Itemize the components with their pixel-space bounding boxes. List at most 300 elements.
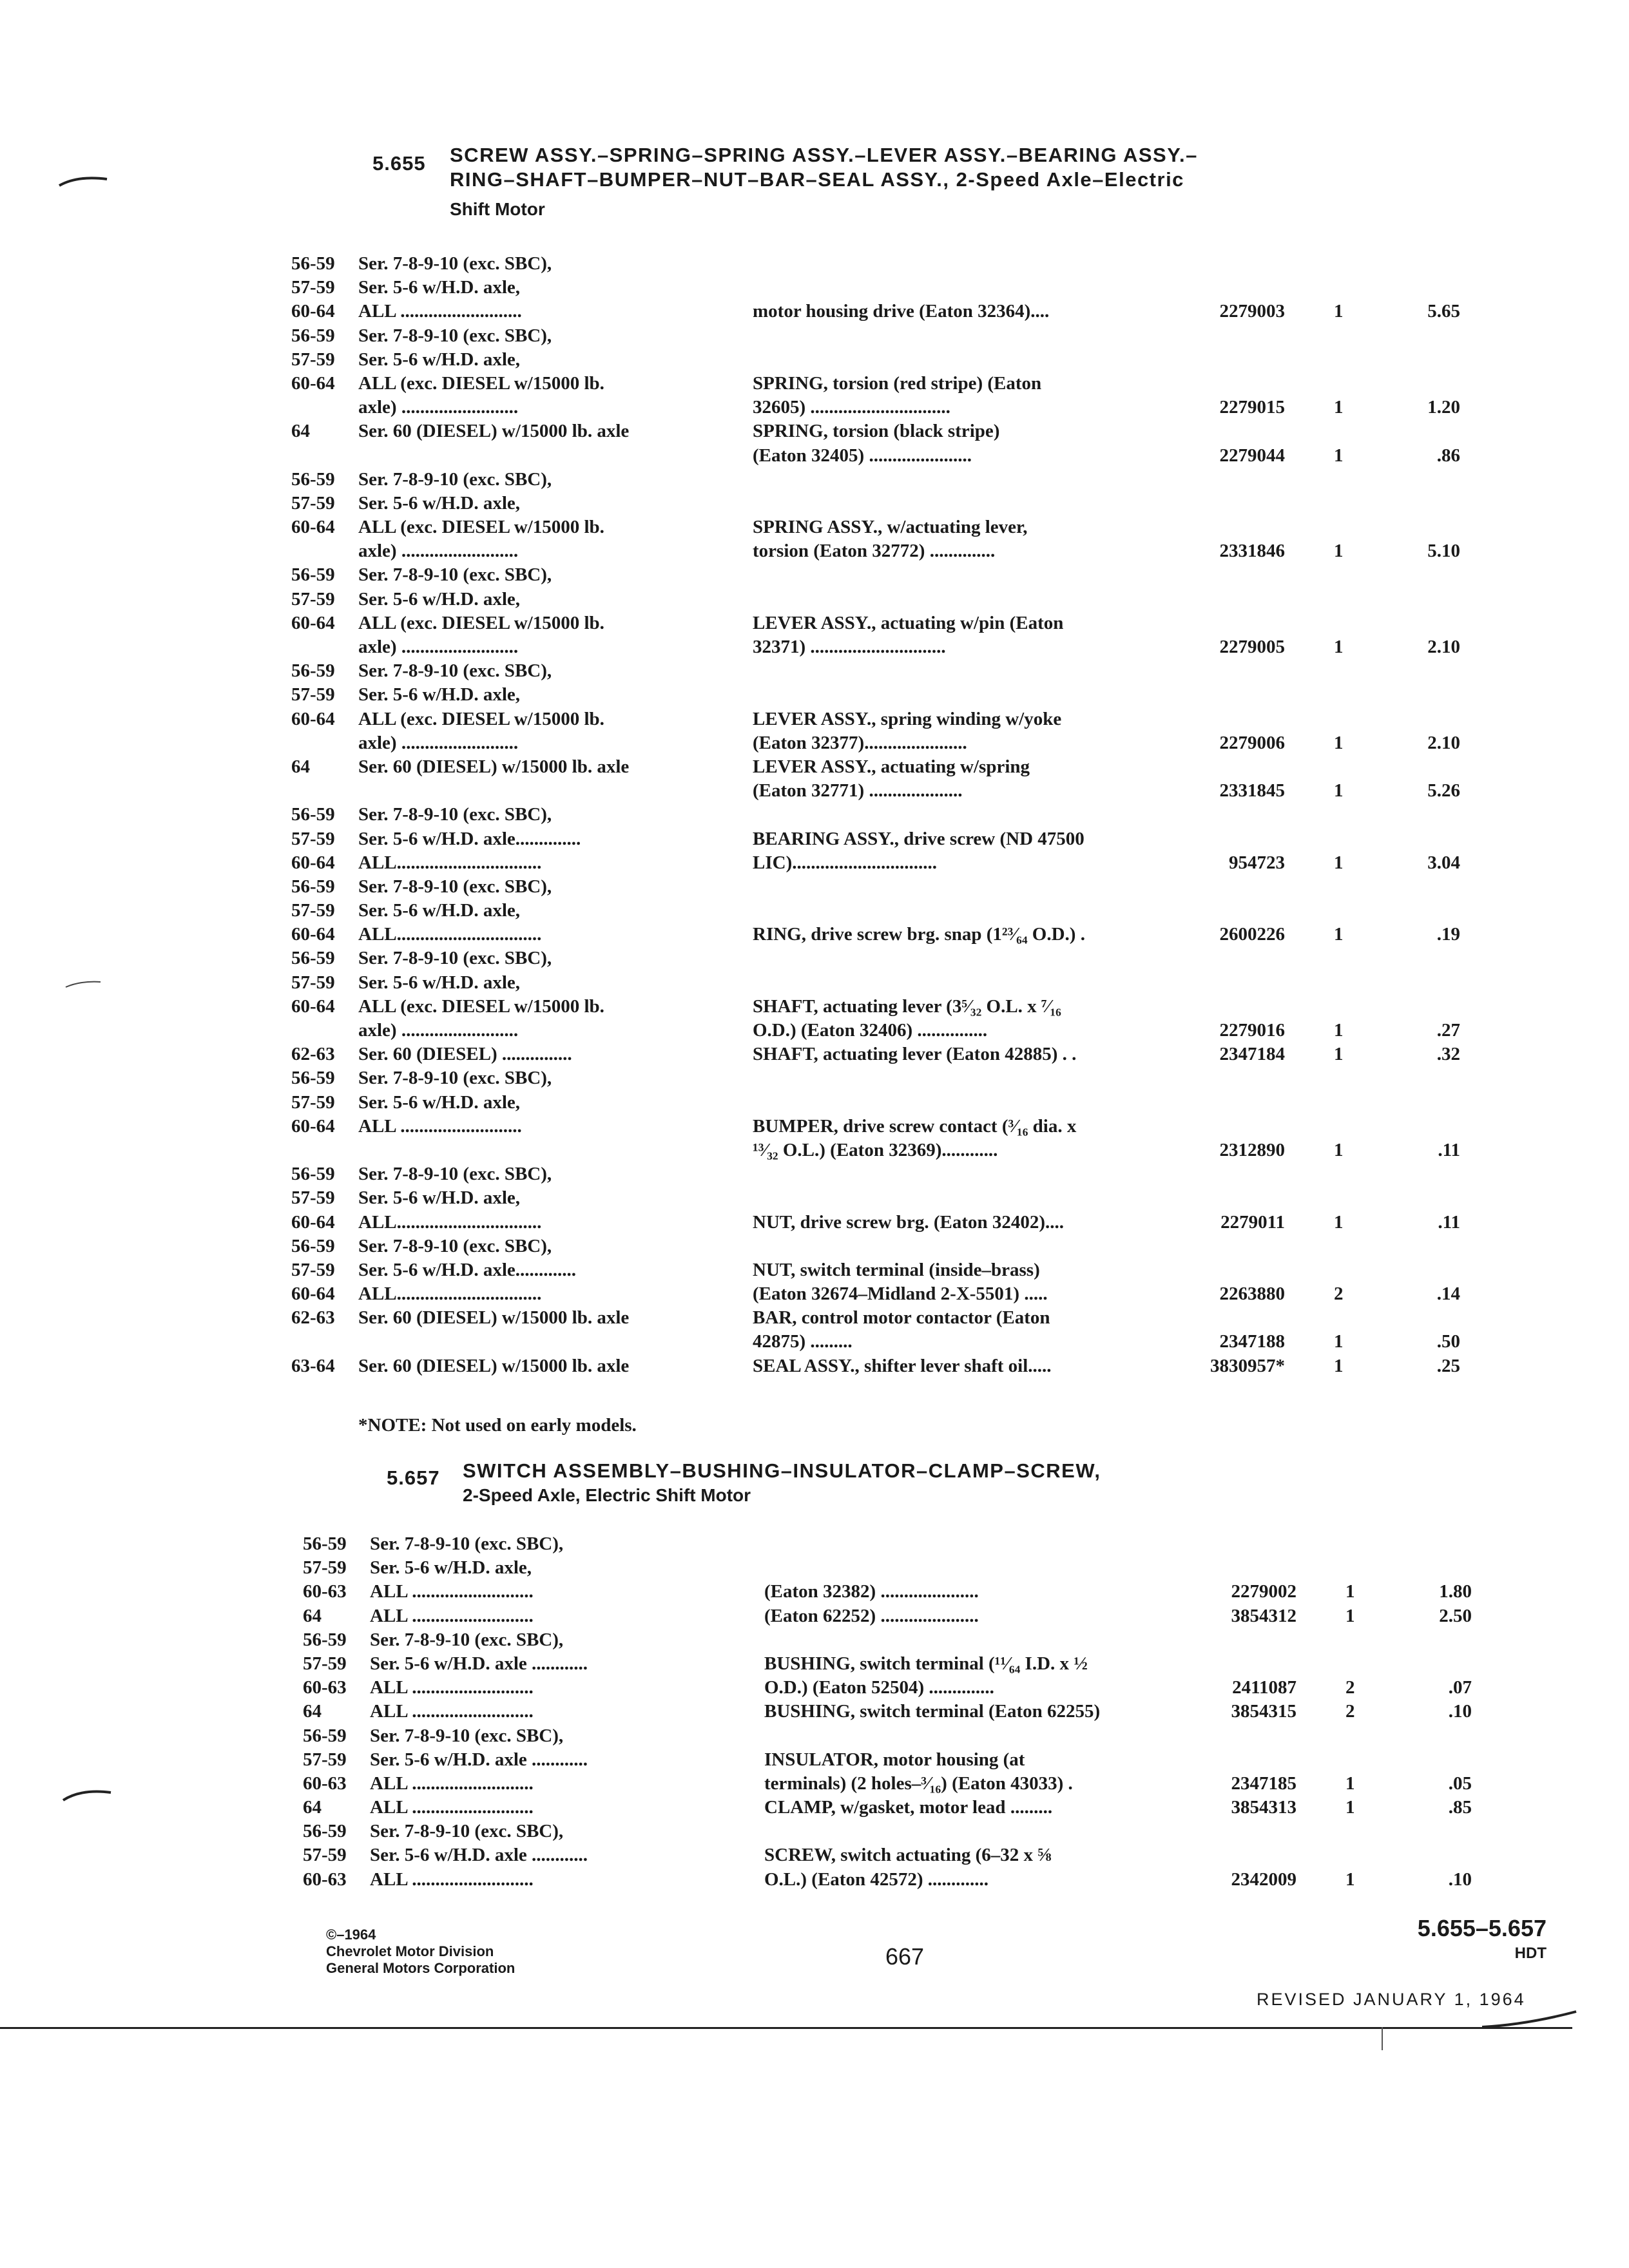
year-range: 57-59 xyxy=(291,900,335,921)
series-applicability: ALL (exc. DIESEL w/15000 lb. xyxy=(358,372,604,394)
table-row xyxy=(291,1116,1629,1140)
division-name: Chevrolet Motor Division xyxy=(326,1943,494,1959)
table-row xyxy=(291,421,1629,445)
series-applicability: Ser. 5-6 w/H.D. axle, xyxy=(358,349,521,370)
part-number: 3830957* xyxy=(1210,1355,1285,1376)
price: .32 xyxy=(1436,1044,1460,1065)
part-description: terminals) (2 holes–³⁄₁₆) (Eaton 43033) . xyxy=(764,1773,1073,1794)
year-range: 60-64 xyxy=(291,1211,335,1233)
price: 1.80 xyxy=(1439,1581,1472,1602)
part-description: (Eaton 32382) ..................... xyxy=(764,1581,979,1602)
series-applicability: Ser. 7-8-9-10 (exc. SBC), xyxy=(358,253,552,274)
table-row xyxy=(291,684,1629,708)
part-number: 2347184 xyxy=(1219,1044,1285,1065)
quantity: 1 xyxy=(1345,1797,1355,1818)
year-range: 56-59 xyxy=(291,1235,335,1256)
year-range: 60-63 xyxy=(303,1773,347,1794)
quantity: 1 xyxy=(1334,1211,1344,1233)
series-applicability: Ser. 5-6 w/H.D. axle, xyxy=(358,972,521,993)
year-range: 57-59 xyxy=(291,588,335,610)
part-description: NUT, drive screw brg. (Eaton 32402).... xyxy=(753,1211,1065,1233)
table-row xyxy=(291,924,1629,948)
year-range: 56-59 xyxy=(291,325,335,346)
part-number: 2279003 xyxy=(1219,301,1285,322)
year-range: 56-59 xyxy=(291,1164,335,1185)
part-description: O.D.) (Eaton 52504) .............. xyxy=(764,1677,994,1698)
section-number: 5.655 xyxy=(372,152,426,175)
series-applicability: Ser. 7-8-9-10 (exc. SBC), xyxy=(370,1629,564,1650)
year-range: 60-63 xyxy=(303,1677,347,1698)
table-row xyxy=(291,589,1629,613)
part-description: LIC)............................... xyxy=(753,852,937,873)
table-row xyxy=(291,517,1629,541)
part-description: (Eaton 32377)...................... xyxy=(753,732,967,753)
part-description: torsion (Eaton 32772) .............. xyxy=(753,541,996,562)
part-description: SHAFT, actuating lever (3⁵⁄₃₂ O.L. x ⁷⁄₁₆ xyxy=(753,995,1061,1017)
part-description: LEVER ASSY., spring winding w/yoke xyxy=(753,708,1062,729)
table-row xyxy=(303,1869,1629,1893)
series-applicability: Ser. 5-6 w/H.D. axle, xyxy=(358,588,521,610)
price: .25 xyxy=(1436,1355,1460,1376)
table-row xyxy=(303,1773,1629,1797)
table-row xyxy=(291,1187,1629,1211)
series-applicability: Ser. 7-8-9-10 (exc. SBC), xyxy=(358,1235,552,1256)
quantity: 1 xyxy=(1334,1355,1344,1376)
table-row xyxy=(291,1260,1629,1283)
part-number: 2279011 xyxy=(1220,1211,1285,1233)
table-row xyxy=(303,1557,1629,1581)
part-description: LEVER ASSY., actuating w/spring xyxy=(753,756,1030,777)
year-range: 57-59 xyxy=(291,277,335,298)
part-number: 3854313 xyxy=(1231,1797,1296,1818)
price: 3.04 xyxy=(1427,852,1460,873)
year-range: 57-59 xyxy=(303,1557,347,1579)
series-applicability: axle) ......................... xyxy=(358,637,519,657)
quantity: 1 xyxy=(1334,732,1344,753)
series-applicability: ALL (exc. DIESEL w/15000 lb. xyxy=(358,708,604,729)
quantity: 1 xyxy=(1334,397,1344,418)
series-applicability: Ser. 5-6 w/H.D. axle............. xyxy=(358,1259,577,1280)
part-description: SPRING, torsion (red stripe) (Eaton xyxy=(753,372,1042,394)
table-row xyxy=(291,325,1629,349)
series-applicability: Ser. 7-8-9-10 (exc. SBC), xyxy=(358,468,552,490)
year-range: 62-63 xyxy=(291,1044,335,1065)
series-applicability: axle) ......................... xyxy=(358,1020,519,1041)
series-applicability: Ser. 7-8-9-10 (exc. SBC), xyxy=(370,1533,564,1554)
quantity: 1 xyxy=(1334,852,1344,873)
table-row xyxy=(291,397,1629,421)
quantity: 1 xyxy=(1334,637,1344,657)
part-number: 2331845 xyxy=(1219,780,1285,802)
table-row xyxy=(291,469,1629,493)
year-range: 57-59 xyxy=(291,828,335,849)
section-code: HDT xyxy=(1514,1945,1547,1962)
publisher-block xyxy=(326,1927,515,1977)
quantity: 1 xyxy=(1345,1869,1355,1890)
part-description: BEARING ASSY., drive screw (ND 47500 xyxy=(753,828,1084,849)
part-description: BUMPER, drive screw contact (³⁄₁₆ dia. x xyxy=(753,1115,1077,1137)
part-number: 2411087 xyxy=(1232,1677,1296,1698)
table-row xyxy=(291,373,1629,397)
year-range: 60-64 xyxy=(291,852,335,873)
year-range: 57-59 xyxy=(291,1187,335,1209)
footer-rule xyxy=(0,2027,1572,2029)
series-applicability: Ser. 7-8-9-10 (exc. SBC), xyxy=(358,804,552,825)
part-description: motor housing drive (Eaton 32364).... xyxy=(753,301,1050,322)
series-applicability: ALL (exc. DIESEL w/15000 lb. xyxy=(358,612,604,633)
series-applicability: Ser. 7-8-9-10 (exc. SBC), xyxy=(358,660,552,682)
price: 2.50 xyxy=(1439,1605,1472,1626)
scan-mark-left-2 xyxy=(64,978,103,991)
year-range: 60-64 xyxy=(291,1283,335,1305)
table-row xyxy=(291,756,1629,780)
year-range: 56-59 xyxy=(291,253,335,274)
series-applicability: Ser. 5-6 w/H.D. axle, xyxy=(358,277,521,298)
year-range: 60-63 xyxy=(303,1869,347,1890)
part-description: 32371) ............................. xyxy=(753,637,946,657)
quantity: 1 xyxy=(1334,1139,1344,1160)
table-row xyxy=(303,1701,1629,1725)
series-applicability: Ser. 5-6 w/H.D. axle, xyxy=(358,684,521,706)
series-applicability: ALL .......................... xyxy=(370,1773,534,1794)
series-applicability: Ser. 5-6 w/H.D. axle, xyxy=(358,900,521,921)
section-title-line-2: RING–SHAFT–BUMPER–NUT–BAR–SEAL ASSY., 2-Speed Axle–Electric xyxy=(450,168,1184,191)
price: .19 xyxy=(1436,924,1460,945)
series-applicability: Ser. 60 (DIESEL) w/15000 lb. axle xyxy=(358,1307,630,1329)
price: .10 xyxy=(1448,1869,1472,1890)
table-row xyxy=(291,996,1629,1020)
part-description: 42875) ......... xyxy=(753,1331,853,1352)
table-row xyxy=(291,301,1629,325)
table-row xyxy=(291,1068,1629,1091)
parts-list-5655 xyxy=(291,253,1629,1379)
section-range: 5.655–5.657 xyxy=(1417,1915,1547,1941)
table-row xyxy=(303,1749,1629,1773)
price: .85 xyxy=(1448,1797,1472,1818)
year-range: 57-59 xyxy=(303,1845,347,1866)
part-number: 2279015 xyxy=(1219,397,1285,418)
series-applicability: ALL .......................... xyxy=(370,1677,534,1698)
year-range: 56-59 xyxy=(303,1533,347,1554)
year-range: 56-59 xyxy=(291,468,335,490)
part-number: 2347188 xyxy=(1219,1331,1285,1352)
quantity: 1 xyxy=(1334,924,1344,945)
series-applicability: ALL .......................... xyxy=(370,1869,534,1890)
quantity: 1 xyxy=(1345,1773,1355,1794)
section-title-line-1: SCREW ASSY.–SPRING–SPRING ASSY.–LEVER ASSY.–BEARING ASSY.– xyxy=(450,144,1198,166)
corporation-name: General Motors Corporation xyxy=(326,1960,516,1976)
table-row xyxy=(303,1725,1629,1749)
parts-list-5657 xyxy=(303,1533,1629,1893)
series-applicability: Ser. 7-8-9-10 (exc. SBC), xyxy=(358,948,552,969)
part-number: 2279016 xyxy=(1219,1020,1285,1041)
scan-mark-left-1 xyxy=(58,171,110,191)
quantity: 1 xyxy=(1334,1331,1344,1352)
series-applicability: axle) ......................... xyxy=(358,397,519,418)
price: .11 xyxy=(1438,1139,1460,1160)
part-number: 2279044 xyxy=(1219,445,1285,466)
part-description: BUSHING, switch terminal (Eaton 62255) xyxy=(764,1701,1101,1722)
year-range: 56-59 xyxy=(291,948,335,969)
table-row xyxy=(291,1044,1629,1068)
table-row xyxy=(303,1653,1629,1677)
part-description: NUT, switch terminal (inside–brass) xyxy=(753,1259,1040,1280)
year-range: 57-59 xyxy=(291,492,335,514)
part-description: SEAL ASSY., shifter lever shaft oil..... xyxy=(753,1355,1052,1376)
year-range: 57-59 xyxy=(291,972,335,993)
quantity: 1 xyxy=(1345,1605,1355,1626)
rule-flourish xyxy=(1482,2009,1579,2035)
part-number: 2347185 xyxy=(1231,1773,1296,1794)
table-row xyxy=(291,948,1629,972)
table-row xyxy=(291,804,1629,828)
series-applicability: Ser. 5-6 w/H.D. axle, xyxy=(358,1187,521,1209)
series-applicability: Ser. 7-8-9-10 (exc. SBC), xyxy=(358,876,552,897)
table-row xyxy=(303,1821,1629,1845)
table-row xyxy=(291,660,1629,684)
series-applicability: Ser. 7-8-9-10 (exc. SBC), xyxy=(358,1164,552,1185)
year-range: 60-63 xyxy=(303,1581,347,1602)
table-row xyxy=(291,277,1629,301)
year-range: 62-63 xyxy=(291,1307,335,1329)
year-range: 60-64 xyxy=(291,517,335,538)
table-row xyxy=(291,613,1629,637)
table-row xyxy=(291,1283,1629,1307)
section-number: 5.657 xyxy=(387,1466,440,1489)
part-description: RING, drive screw brg. snap (1²³⁄₆₄ O.D.) . xyxy=(753,924,1085,945)
series-applicability: axle) ......................... xyxy=(358,732,519,753)
table-row xyxy=(303,1845,1629,1869)
table-row xyxy=(291,1092,1629,1116)
year-range: 60-64 xyxy=(291,301,335,322)
year-range: 57-59 xyxy=(291,349,335,370)
quantity: 1 xyxy=(1334,301,1344,322)
copyright: ©–1964 xyxy=(326,1927,376,1943)
table-row xyxy=(303,1606,1629,1629)
scan-mark-left-3 xyxy=(62,1785,113,1804)
table-row xyxy=(303,1629,1629,1653)
series-applicability: ALL............................... xyxy=(358,1283,542,1305)
price: .50 xyxy=(1436,1331,1460,1352)
part-description: (Eaton 32405) ...................... xyxy=(753,445,972,466)
quantity: 1 xyxy=(1334,1044,1344,1065)
table-row xyxy=(303,1797,1629,1821)
table-row xyxy=(291,1140,1629,1164)
rule-tick xyxy=(1382,2027,1383,2050)
price: .14 xyxy=(1436,1283,1460,1305)
year-range: 60-64 xyxy=(291,372,335,394)
year-range: 60-64 xyxy=(291,995,335,1017)
series-applicability: Ser. 7-8-9-10 (exc. SBC), xyxy=(358,325,552,346)
series-applicability: ALL............................... xyxy=(358,852,542,873)
price: .27 xyxy=(1436,1020,1460,1041)
year-range: 63-64 xyxy=(291,1355,335,1376)
series-applicability: Ser. 60 (DIESEL) w/15000 lb. axle xyxy=(358,756,630,777)
series-applicability: Ser. 5-6 w/H.D. axle ............ xyxy=(370,1845,588,1866)
series-applicability: ALL .......................... xyxy=(370,1581,534,1602)
part-number: 2279005 xyxy=(1219,637,1285,657)
price: .10 xyxy=(1448,1701,1472,1722)
quantity: 1 xyxy=(1334,1020,1344,1041)
revision-date: REVISED JANUARY 1, 1964 xyxy=(1257,1990,1526,2009)
part-description: SPRING ASSY., w/actuating lever, xyxy=(753,517,1028,538)
series-applicability: Ser. 5-6 w/H.D. axle, xyxy=(370,1557,532,1579)
quantity: 1 xyxy=(1334,780,1344,802)
part-description: 32605) .............................. xyxy=(753,397,950,418)
series-applicability: Ser. 7-8-9-10 (exc. SBC), xyxy=(358,564,552,586)
price: 5.26 xyxy=(1427,780,1460,802)
quantity: 2 xyxy=(1345,1677,1355,1698)
part-number: 2279002 xyxy=(1231,1581,1296,1602)
table-row xyxy=(291,564,1629,588)
series-applicability: ALL (exc. DIESEL w/15000 lb. xyxy=(358,995,604,1017)
series-applicability: Ser. 5-6 w/H.D. axle ............ xyxy=(370,1653,588,1674)
part-number: 2342009 xyxy=(1231,1869,1296,1890)
series-applicability: Ser. 60 (DIESEL) ............... xyxy=(358,1044,572,1065)
year-range: 60-64 xyxy=(291,924,335,945)
series-applicability: Ser. 7-8-9-10 (exc. SBC), xyxy=(370,1821,564,1842)
quantity: 1 xyxy=(1345,1581,1355,1602)
year-range: 56-59 xyxy=(291,1068,335,1089)
price: .05 xyxy=(1448,1773,1472,1794)
year-range: 56-59 xyxy=(303,1629,347,1650)
series-applicability: ALL............................... xyxy=(358,1211,542,1233)
price: 1.20 xyxy=(1427,397,1460,418)
year-range: 60-64 xyxy=(291,612,335,633)
part-number: 954723 xyxy=(1229,852,1285,873)
series-applicability: ALL............................... xyxy=(358,924,542,945)
part-description: BUSHING, switch terminal (¹¹⁄₆₄ I.D. x ½ xyxy=(764,1653,1088,1674)
price: 2.10 xyxy=(1427,732,1460,753)
year-range: 57-59 xyxy=(303,1749,347,1770)
part-description: INSULATOR, motor housing (at xyxy=(764,1749,1025,1770)
series-applicability: ALL .......................... xyxy=(370,1797,534,1818)
year-range: 60-64 xyxy=(291,1115,335,1137)
year-range: 56-59 xyxy=(291,660,335,682)
part-number: 2331846 xyxy=(1219,541,1285,562)
price: 2.10 xyxy=(1427,637,1460,657)
part-number: 2279006 xyxy=(1219,732,1285,753)
year-range: 57-59 xyxy=(303,1653,347,1674)
table-row xyxy=(291,1331,1629,1355)
table-row xyxy=(303,1677,1629,1701)
page-number: 667 xyxy=(885,1943,925,1970)
series-applicability: Ser. 5-6 w/H.D. axle ............ xyxy=(370,1749,588,1770)
table-row xyxy=(291,349,1629,373)
year-range: 64 xyxy=(291,421,310,442)
quantity: 1 xyxy=(1334,541,1344,562)
part-description: ¹³⁄₃₂ O.L.) (Eaton 32369)............ xyxy=(753,1139,998,1160)
part-description: O.D.) (Eaton 32406) ............... xyxy=(753,1020,988,1041)
quantity: 2 xyxy=(1334,1283,1344,1305)
table-row xyxy=(291,1164,1629,1187)
section-title-line-3: Shift Motor xyxy=(450,199,545,219)
part-number: 2263880 xyxy=(1219,1283,1285,1305)
table-row xyxy=(291,445,1629,469)
part-description: LEVER ASSY., actuating w/pin (Eaton xyxy=(753,612,1064,633)
part-description: CLAMP, w/gasket, motor lead ......... xyxy=(764,1797,1053,1818)
series-applicability: ALL (exc. DIESEL w/15000 lb. xyxy=(358,517,604,538)
part-description: SHAFT, actuating lever (Eaton 42885) . . xyxy=(753,1044,1077,1065)
quantity: 2 xyxy=(1345,1701,1355,1722)
part-number: 2600226 xyxy=(1219,924,1285,945)
series-applicability: Ser. 7-8-9-10 (exc. SBC), xyxy=(358,1068,552,1089)
section-title-line-2: 2-Speed Axle, Electric Shift Motor xyxy=(463,1485,751,1505)
table-row xyxy=(291,709,1629,733)
series-applicability: ALL .......................... xyxy=(370,1701,534,1722)
price: 5.65 xyxy=(1427,301,1460,322)
part-description: SPRING, torsion (black stripe) xyxy=(753,421,1000,442)
series-applicability: ALL .......................... xyxy=(358,301,522,322)
price: .07 xyxy=(1448,1677,1472,1698)
section-title-line-1: SWITCH ASSEMBLY–BUSHING–INSULATOR–CLAMP–SCREW, xyxy=(463,1459,1101,1482)
table-row xyxy=(291,780,1629,804)
table-row xyxy=(291,1020,1629,1044)
part-number: 2312890 xyxy=(1219,1139,1285,1160)
year-range: 64 xyxy=(303,1701,322,1722)
part-description: (Eaton 32674–Midland 2-X-5501) ..... xyxy=(753,1283,1048,1305)
series-applicability: Ser. 7-8-9-10 (exc. SBC), xyxy=(370,1725,564,1746)
year-range: 56-59 xyxy=(303,1821,347,1842)
table-row xyxy=(303,1581,1629,1605)
table-row xyxy=(291,900,1629,924)
table-row xyxy=(291,733,1629,756)
part-description: SCREW, switch actuating (6–32 x ⅝ xyxy=(764,1845,1052,1866)
table-row xyxy=(291,1212,1629,1236)
year-range: 56-59 xyxy=(303,1725,347,1746)
table-row xyxy=(291,829,1629,852)
part-number: 3854312 xyxy=(1231,1605,1296,1626)
year-range: 64 xyxy=(303,1797,322,1818)
series-applicability: Ser. 5-6 w/H.D. axle, xyxy=(358,1091,521,1113)
table-row xyxy=(291,1236,1629,1260)
year-range: 57-59 xyxy=(291,684,335,706)
table-row xyxy=(291,541,1629,564)
series-applicability: Ser. 5-6 w/H.D. axle, xyxy=(358,492,521,514)
year-range: 57-59 xyxy=(291,1091,335,1113)
year-range: 56-59 xyxy=(291,804,335,825)
footnote: *NOTE: Not used on early models. xyxy=(358,1415,637,1436)
year-range: 60-64 xyxy=(291,708,335,729)
year-range: 56-59 xyxy=(291,876,335,897)
table-row xyxy=(291,852,1629,876)
series-applicability: Ser. 60 (DIESEL) w/15000 lb. axle xyxy=(358,421,630,442)
series-applicability: ALL .......................... xyxy=(358,1115,522,1137)
series-applicability: ALL .......................... xyxy=(370,1605,534,1626)
table-row xyxy=(291,1307,1629,1331)
table-row xyxy=(291,972,1629,996)
part-number: 3854315 xyxy=(1231,1701,1296,1722)
series-applicability: axle) ......................... xyxy=(358,541,519,562)
table-row xyxy=(291,637,1629,660)
quantity: 1 xyxy=(1334,445,1344,466)
price: .86 xyxy=(1436,445,1460,466)
price: .11 xyxy=(1438,1211,1460,1233)
part-description: (Eaton 32771) .................... xyxy=(753,780,963,802)
year-range: 57-59 xyxy=(291,1259,335,1280)
table-row xyxy=(291,876,1629,900)
series-applicability: Ser. 5-6 w/H.D. axle.............. xyxy=(358,828,581,849)
table-row xyxy=(291,1356,1629,1379)
year-range: 64 xyxy=(291,756,310,777)
table-row xyxy=(303,1533,1629,1557)
table-row xyxy=(291,253,1629,277)
year-range: 56-59 xyxy=(291,564,335,586)
table-row xyxy=(291,493,1629,517)
series-applicability: Ser. 60 (DIESEL) w/15000 lb. axle xyxy=(358,1355,630,1376)
price: 5.10 xyxy=(1427,541,1460,562)
part-description: BAR, control motor contactor (Eaton xyxy=(753,1307,1050,1329)
